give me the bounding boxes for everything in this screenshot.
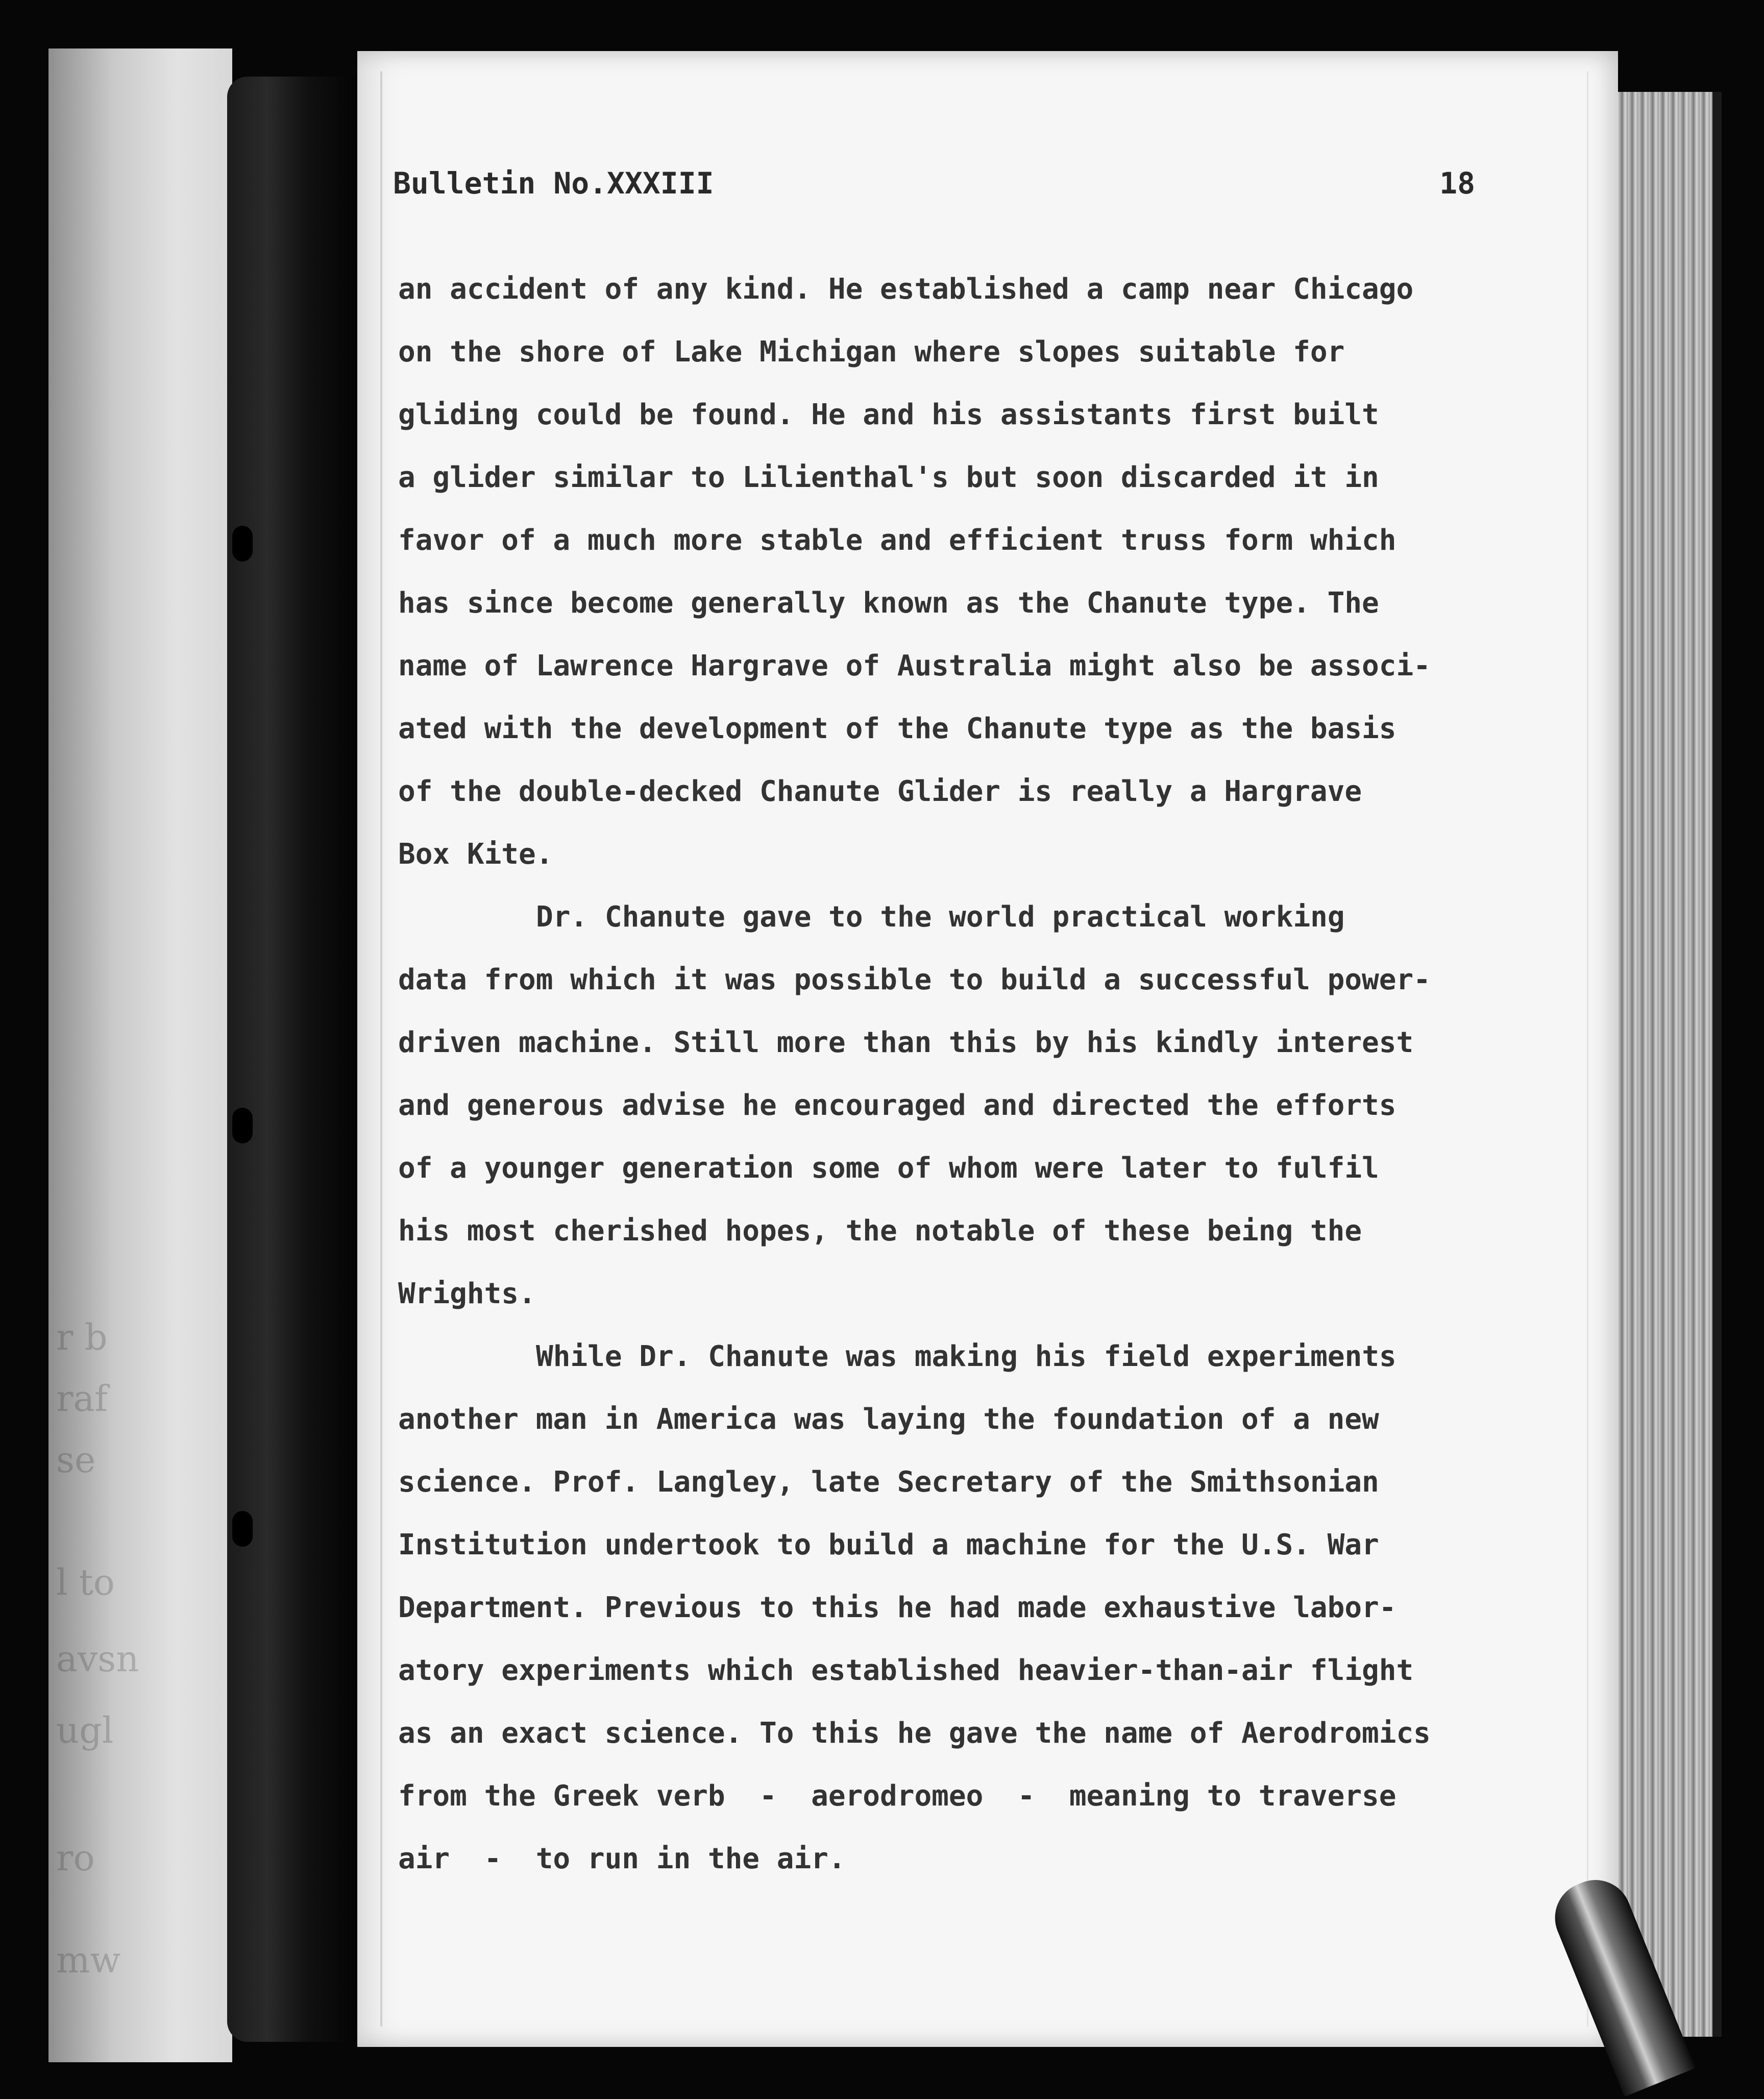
- text-line: Institution undertook to build a machine for the U.S. War: [398, 1528, 1379, 1561]
- binding-mark: [232, 1511, 253, 1547]
- text-line: has since become generally known as the Chanute type. The: [398, 587, 1379, 620]
- page-header: [393, 166, 1475, 201]
- text-line: as an exact science. To this he gave the name of Aerodromics: [398, 1717, 1431, 1750]
- paragraph-start-line: While Dr. Chanute was making his field experiments: [536, 1340, 1396, 1373]
- text-line: data from which it was possible to build a successful power-: [398, 963, 1431, 996]
- text-line: of a younger generation some of whom were later to fulfil: [398, 1152, 1379, 1185]
- facing-page-fragment: r b: [56, 1316, 108, 1358]
- text-line: air - to run in the air.: [398, 1842, 846, 1875]
- text-line: and generous advise he encouraged and directed the efforts: [398, 1089, 1396, 1122]
- facing-page-fragment: l to: [56, 1561, 115, 1603]
- book-page-edges: [1618, 92, 1722, 2037]
- book-gutter: [227, 77, 360, 2042]
- text-line: ated with the development of the Chanute type as the basis: [398, 712, 1396, 745]
- binding-mark: [232, 526, 253, 562]
- facing-page-fragment: raf: [56, 1378, 108, 1420]
- paragraph-start-line: Dr. Chanute gave to the world practical working: [536, 900, 1345, 934]
- text-line: favor of a much more stable and efficient truss form which: [398, 524, 1396, 557]
- text-line: atory experiments which established heavier-than-air flight: [398, 1654, 1414, 1687]
- text-line: Box Kite.: [398, 838, 553, 871]
- document-body: [398, 258, 1572, 1890]
- text-line: from the Greek verb - aerodromeo - meaning to traverse: [398, 1779, 1396, 1813]
- text-line: gliding could be found. He and his assistants first built: [398, 398, 1379, 431]
- facing-page-fragment: avsn: [56, 1638, 139, 1680]
- facing-page-fragment: ro: [56, 1837, 95, 1879]
- text-line: a glider similar to Lilienthal's but soon discarded it in: [398, 461, 1379, 494]
- facing-page-fragment: ugl: [56, 1710, 114, 1751]
- text-line: name of Lawrence Hargrave of Australia might also be associ-: [398, 649, 1431, 682]
- text-line: on the shore of Lake Michigan where slopes suitable for: [398, 335, 1345, 369]
- facing-page-fragment: se: [56, 1439, 96, 1481]
- text-line: Wrights.: [398, 1277, 536, 1310]
- page-number: 18: [1439, 166, 1475, 201]
- text-line: another man in America was laying the foundation of a new: [398, 1403, 1379, 1436]
- facing-page-fragment: mw: [56, 1939, 121, 1981]
- text-line: his most cherished hopes, the notable of these being the: [398, 1214, 1362, 1248]
- text-line: of the double-decked Chanute Glider is really a Hargrave: [398, 775, 1362, 808]
- binding-mark: [232, 1108, 253, 1143]
- bulletin-title: Bulletin No.XXXIII: [393, 166, 714, 201]
- text-line: an accident of any kind. He established a camp near Chicago: [398, 273, 1414, 306]
- text-line: Department. Previous to this he had made exhaustive labor-: [398, 1591, 1396, 1624]
- text-line: science. Prof. Langley, late Secretary of the Smithsonian: [398, 1466, 1379, 1499]
- text-line: driven machine. Still more than this by his kindly interest: [398, 1026, 1414, 1059]
